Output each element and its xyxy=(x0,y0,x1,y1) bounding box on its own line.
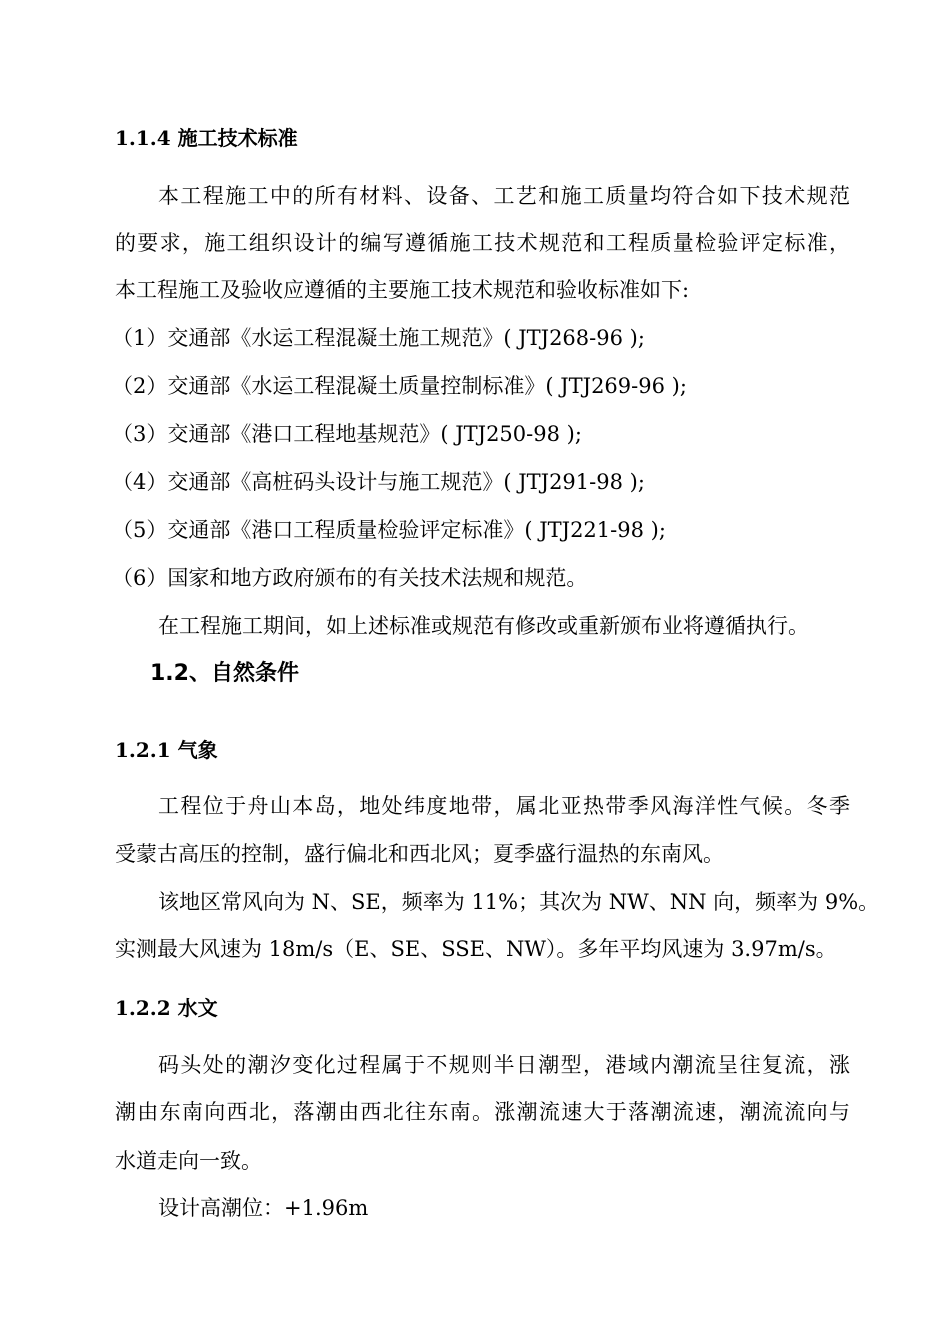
standard-list-item: （1）交通部《水运工程混凝土施工规范》( JTJ268-96 ); xyxy=(112,326,645,350)
paragraph-line: 水道走向一致。 xyxy=(115,1149,262,1173)
standard-list-item: （2）交通部《水运工程混凝土质量控制标准》( JTJ269-96 ); xyxy=(112,374,687,398)
paragraph-line: 码头处的潮汐变化过程属于不规则半日潮型，港域内潮流呈往复流，涨 xyxy=(158,1053,850,1077)
standard-list-item: （6）国家和地方政府颁布的有关技术法规和规范。 xyxy=(112,566,588,590)
section-heading-1-2-2: 1.2.2 水文 xyxy=(115,996,218,1020)
paragraph-line: 潮由东南向西北，落潮由西北往东南。涨潮流速大于落潮流速，潮流流向与 xyxy=(115,1100,850,1124)
section-heading-1-2-1: 1.2.1 气象 xyxy=(115,738,218,762)
standard-list-item: （3）交通部《港口工程地基规范》( JTJ250-98 ); xyxy=(112,422,582,446)
standard-list-item: （5）交通部《港口工程质量检验评定标准》( JTJ221-98 ); xyxy=(112,518,666,542)
paragraph-line: 工程位于舟山本岛，地处纬度地带，属北亚热带季风海洋性气候。冬季 xyxy=(158,794,850,818)
paragraph-line: 受蒙古高压的控制，盛行偏北和西北风；夏季盛行温热的东南风。 xyxy=(115,842,724,866)
paragraph-line: 本工程施工中的所有材料、设备、工艺和施工质量均符合如下技术规范 xyxy=(158,184,850,208)
paragraph-line: 的要求，施工组织设计的编写遵循施工技术规范和工程质量检验评定标准， xyxy=(115,231,850,255)
paragraph-line: 该地区常风向为 N、SE，频率为 11%；其次为 NW、NN 向，频率为 9%。 xyxy=(158,890,880,914)
design-high-tide-level: 设计高潮位：+1.96m xyxy=(158,1196,369,1220)
paragraph-line: 实测最大风速为 18m/s（E、SE、SSE、NW）。多年平均风速为 3.97m/s。 xyxy=(115,937,837,961)
section-heading-1-2: 1.2、自然条件 xyxy=(150,661,299,686)
paragraph-line: 本工程施工及验收应遵循的主要施工技术规范和验收标准如下: xyxy=(115,278,690,302)
section-heading-1-1-4: 1.1.4 施工技术标准 xyxy=(115,126,298,150)
standard-list-item: （4）交通部《高桩码头设计与施工规范》( JTJ291-98 ); xyxy=(112,470,645,494)
paragraph-line: 在工程施工期间，如上述标准或规范有修改或重新颁布业将遵循执行。 xyxy=(158,614,809,638)
